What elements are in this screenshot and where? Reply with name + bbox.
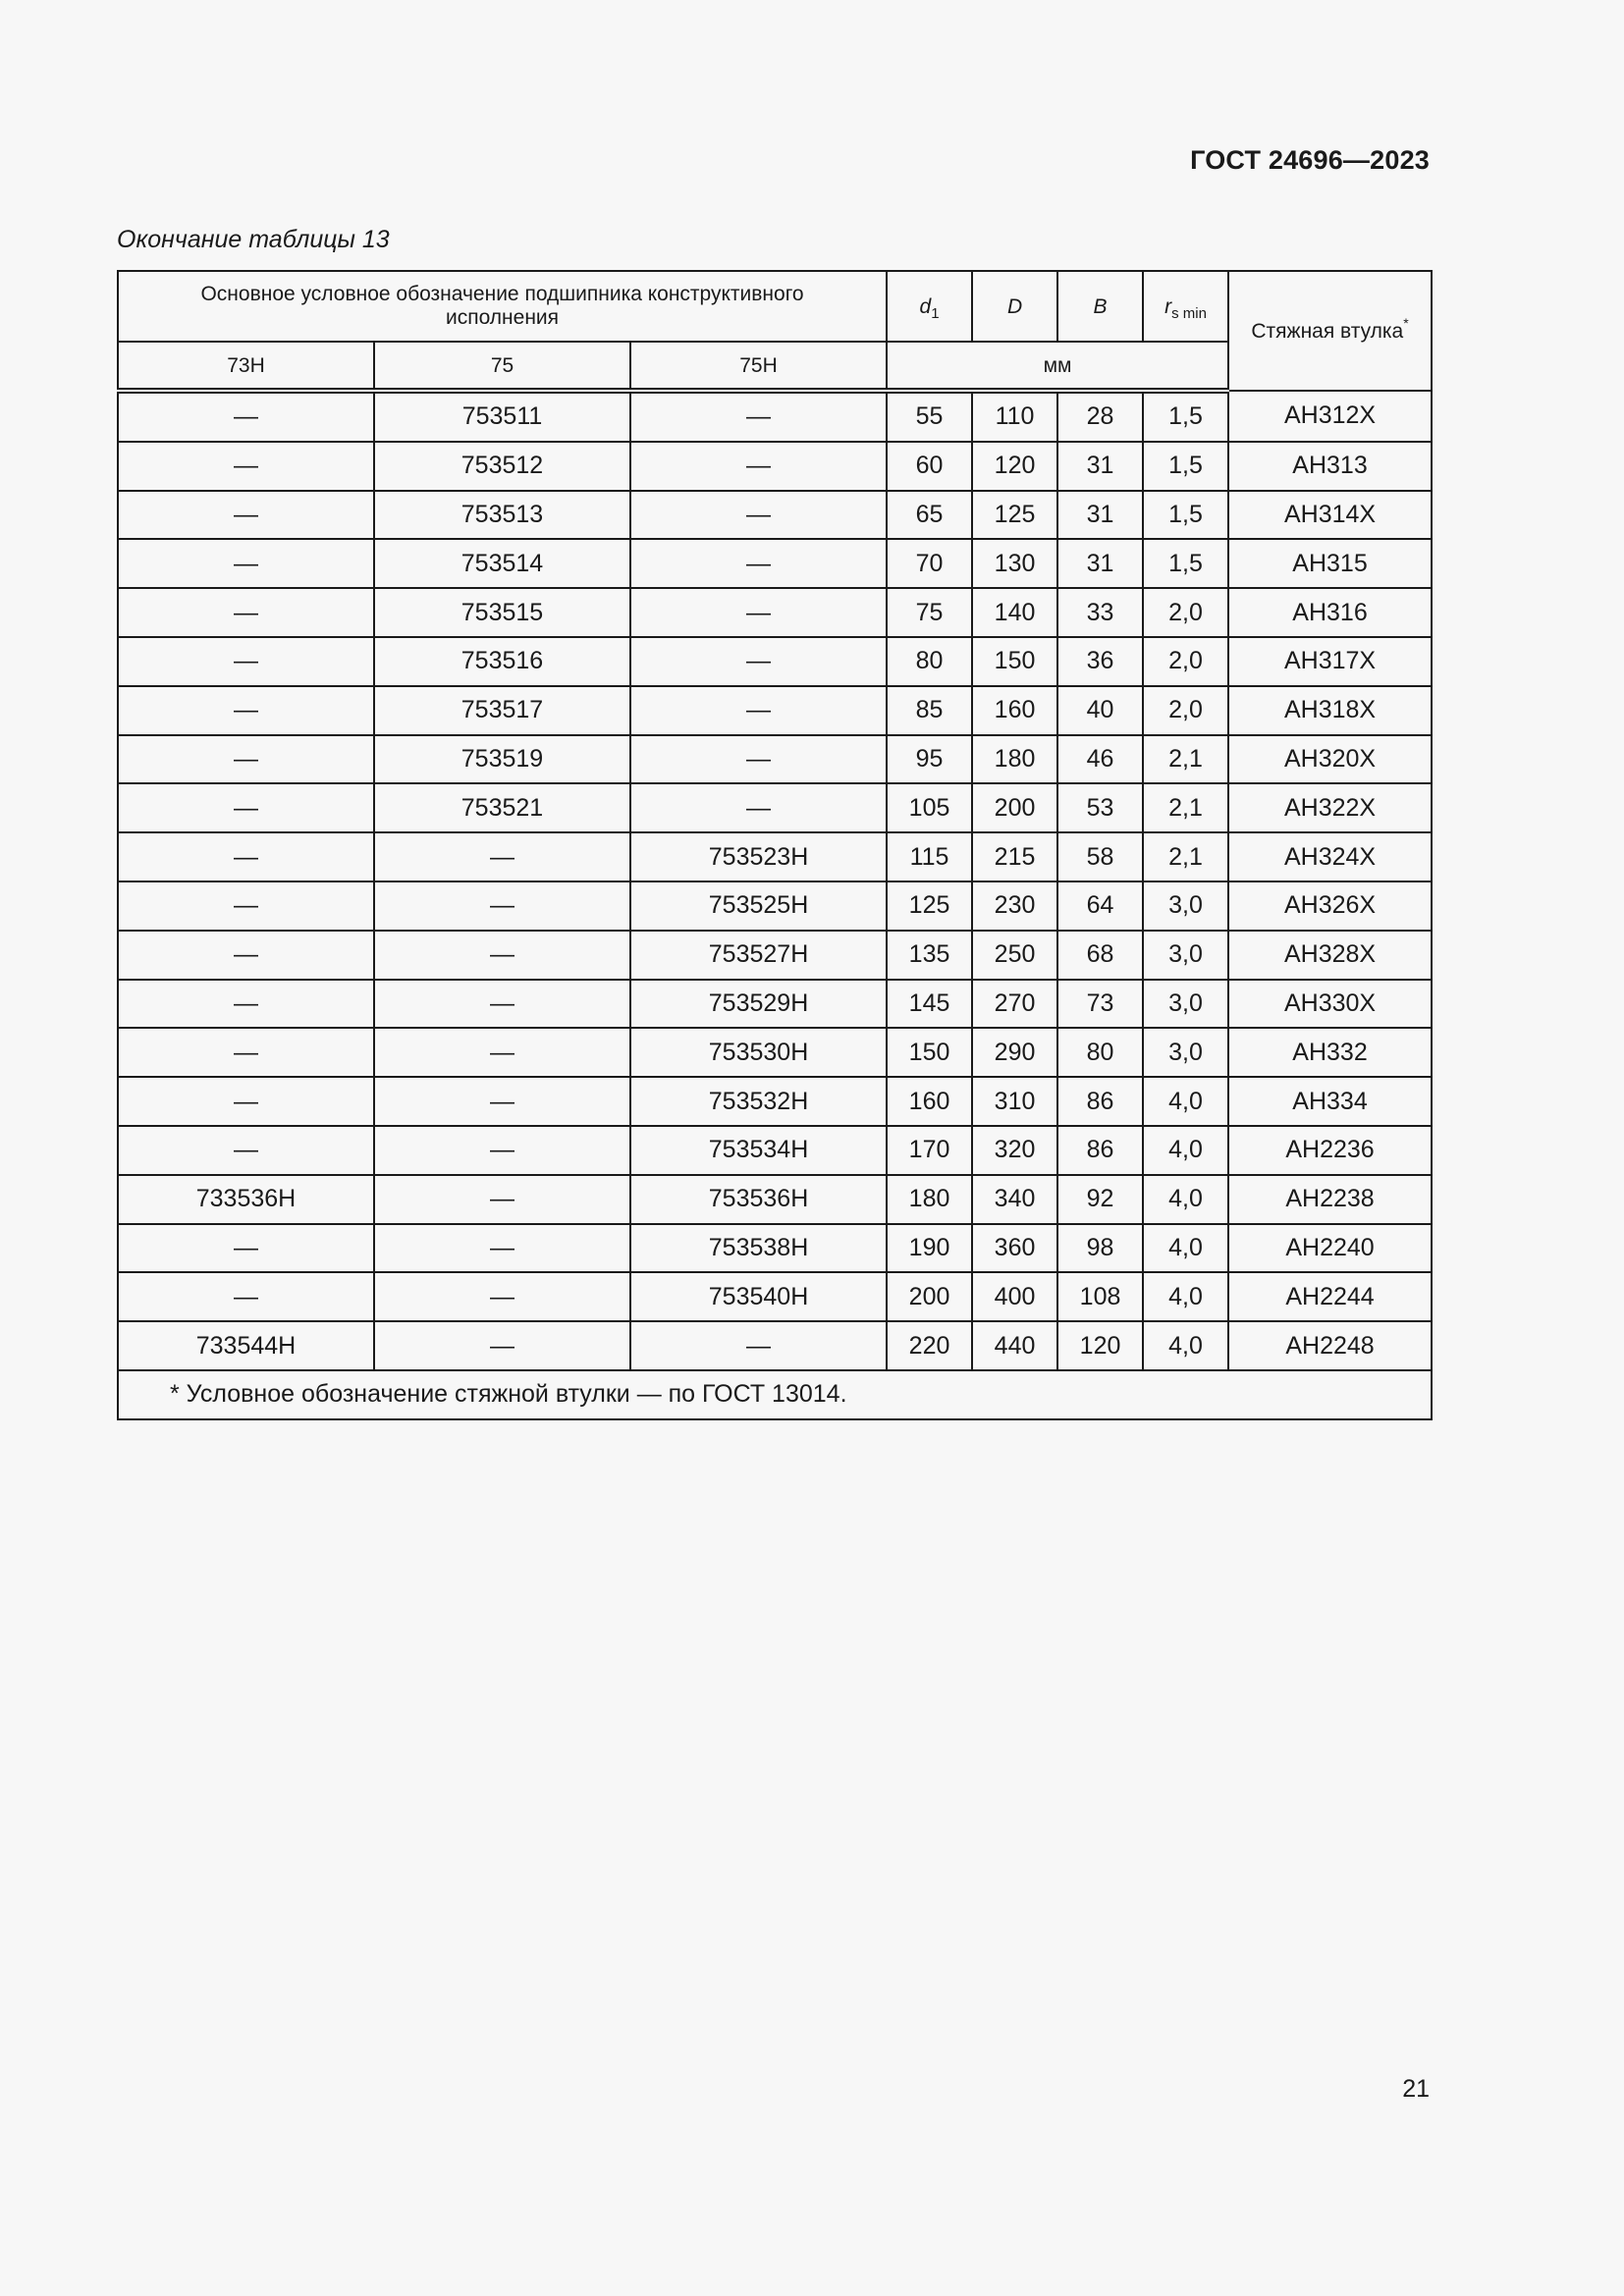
table-cell: 4,0 <box>1143 1077 1228 1126</box>
table-cell: AH328X <box>1228 931 1432 980</box>
table-cell: AH322X <box>1228 783 1432 832</box>
table-body <box>118 271 1432 1419</box>
table-cell: — <box>630 783 887 832</box>
table-cell: AH330X <box>1228 980 1432 1029</box>
table-cell: 3,0 <box>1143 881 1228 931</box>
table-cell: — <box>630 539 887 588</box>
table-footnote: * Условное обозначение стяжной втулки — по ГОСТ 13014. <box>118 1370 1432 1419</box>
table-cell: 753529H <box>630 980 887 1029</box>
table-caption: Окончание таблицы 13 <box>117 226 390 253</box>
table-row <box>118 832 1432 881</box>
table-cell: AH2240 <box>1228 1224 1432 1273</box>
table-row <box>118 1126 1432 1175</box>
d1-header <box>887 271 972 342</box>
table-cell: 753534H <box>630 1126 887 1175</box>
table-cell: 120 <box>972 442 1057 491</box>
table-cell: 4,0 <box>1143 1272 1228 1321</box>
table-cell: AH315 <box>1228 539 1432 588</box>
table-cell: 290 <box>972 1028 1057 1077</box>
table-cell: 4,0 <box>1143 1321 1228 1370</box>
table-cell: 753521 <box>374 783 630 832</box>
table-cell: 4,0 <box>1143 1224 1228 1273</box>
table-cell: 160 <box>887 1077 972 1126</box>
table-cell: AH314X <box>1228 491 1432 540</box>
table-cell: — <box>630 735 887 784</box>
table-cell: 120 <box>1057 1321 1143 1370</box>
table-cell: AH2238 <box>1228 1175 1432 1224</box>
table-cell: 180 <box>972 735 1057 784</box>
width-header <box>1057 271 1143 342</box>
table-cell: 53 <box>1057 783 1143 832</box>
table-cell: — <box>630 588 887 637</box>
table-cell: 2,0 <box>1143 588 1228 637</box>
table-cell: AH2236 <box>1228 1126 1432 1175</box>
table-cell: 733536H <box>118 1175 374 1224</box>
table-cell: 753519 <box>374 735 630 784</box>
table-header-row <box>118 271 1432 342</box>
table-cell: 753527H <box>630 931 887 980</box>
table-cell: 270 <box>972 980 1057 1029</box>
chamfer-header <box>1143 271 1228 342</box>
table-row <box>118 442 1432 491</box>
table-row <box>118 1272 1432 1321</box>
table-cell: AH324X <box>1228 832 1432 881</box>
table-cell: 95 <box>887 735 972 784</box>
table-cell: AH318X <box>1228 686 1432 735</box>
table-cell: — <box>374 1126 630 1175</box>
table-cell: — <box>374 980 630 1029</box>
page-number: 21 <box>1402 2075 1430 2103</box>
table-cell: 31 <box>1057 539 1143 588</box>
subheader-73h: 73H <box>118 342 374 391</box>
chamfer-symbol: r <box>1164 294 1172 318</box>
table-cell: — <box>630 637 887 686</box>
table-cell: — <box>630 686 887 735</box>
table-cell: 46 <box>1057 735 1143 784</box>
table-cell: 36 <box>1057 637 1143 686</box>
table-cell: 2,0 <box>1143 686 1228 735</box>
table-cell: — <box>118 442 374 491</box>
table-cell: — <box>118 1272 374 1321</box>
sleeve-header <box>1228 271 1432 391</box>
table-row <box>118 881 1432 931</box>
table-cell: 86 <box>1057 1126 1143 1175</box>
table-cell: 180 <box>887 1175 972 1224</box>
table-cell: 1,5 <box>1143 539 1228 588</box>
table-cell: 92 <box>1057 1175 1143 1224</box>
table-cell: 145 <box>887 980 972 1029</box>
table-cell: 68 <box>1057 931 1143 980</box>
table-row <box>118 980 1432 1029</box>
table-cell: — <box>118 491 374 540</box>
table-cell: AH317X <box>1228 637 1432 686</box>
table-cell: 4,0 <box>1143 1175 1228 1224</box>
table-cell: 753530H <box>630 1028 887 1077</box>
table-cell: 753538H <box>630 1224 887 1273</box>
outer-diameter-header <box>972 271 1057 342</box>
table-cell: 753525H <box>630 881 887 931</box>
table-cell: 753540H <box>630 1272 887 1321</box>
table-cell: 60 <box>887 442 972 491</box>
table-cell: — <box>118 1224 374 1273</box>
table-cell: 2,0 <box>1143 637 1228 686</box>
table-cell: — <box>374 1224 630 1273</box>
table-cell: — <box>374 1077 630 1126</box>
table-row <box>118 539 1432 588</box>
table-cell: — <box>118 1077 374 1126</box>
table-cell: — <box>374 931 630 980</box>
table-cell: 33 <box>1057 588 1143 637</box>
table-cell: 753523H <box>630 832 887 881</box>
table-cell: — <box>118 637 374 686</box>
table-cell: 1,5 <box>1143 491 1228 540</box>
table-cell: 85 <box>887 686 972 735</box>
table-cell: 320 <box>972 1126 1057 1175</box>
table-cell: 105 <box>887 783 972 832</box>
table-cell: 2,1 <box>1143 735 1228 784</box>
table-cell: 110 <box>972 391 1057 442</box>
sleeve-footnote-mark: * <box>1403 314 1409 331</box>
table-cell: 115 <box>887 832 972 881</box>
table-row <box>118 1175 1432 1224</box>
table-cell: 80 <box>887 637 972 686</box>
table-cell: AH2248 <box>1228 1321 1432 1370</box>
table-row <box>118 588 1432 637</box>
table-cell: 58 <box>1057 832 1143 881</box>
table-cell: — <box>630 1321 887 1370</box>
table-cell: 135 <box>887 931 972 980</box>
unit-header: мм <box>887 342 1228 391</box>
table-cell: 230 <box>972 881 1057 931</box>
table-cell: 250 <box>972 931 1057 980</box>
table-cell: — <box>630 491 887 540</box>
table-cell: 98 <box>1057 1224 1143 1273</box>
table-cell: 3,0 <box>1143 931 1228 980</box>
table-cell: 200 <box>887 1272 972 1321</box>
table-row <box>118 637 1432 686</box>
table-cell: — <box>118 1126 374 1175</box>
table-row <box>118 391 1432 442</box>
table-cell: 125 <box>887 881 972 931</box>
footnote-row <box>118 1370 1432 1419</box>
table-cell: — <box>118 735 374 784</box>
d1-subscript: 1 <box>931 304 940 322</box>
bearing-table <box>117 270 1433 1420</box>
table-cell: 753514 <box>374 539 630 588</box>
designation-group-header: Основное условное обозначение подшипника конструктивного исполнения <box>118 271 887 342</box>
table-cell: — <box>118 391 374 442</box>
table-cell: 753536H <box>630 1175 887 1224</box>
table-cell: 140 <box>972 588 1057 637</box>
table-cell: AH316 <box>1228 588 1432 637</box>
table-cell: 753532H <box>630 1077 887 1126</box>
table-cell: 130 <box>972 539 1057 588</box>
table-cell: 160 <box>972 686 1057 735</box>
table-row <box>118 1321 1432 1370</box>
table-cell: 64 <box>1057 881 1143 931</box>
table-cell: 753516 <box>374 637 630 686</box>
table-cell: 360 <box>972 1224 1057 1273</box>
table-row <box>118 1028 1432 1077</box>
table-cell: 753513 <box>374 491 630 540</box>
table-cell: — <box>630 391 887 442</box>
d1-symbol: d <box>919 294 932 318</box>
table-cell: 31 <box>1057 491 1143 540</box>
table-row <box>118 783 1432 832</box>
table-cell: — <box>374 1321 630 1370</box>
table-cell: AH334 <box>1228 1077 1432 1126</box>
table-cell: 55 <box>887 391 972 442</box>
table-cell: — <box>374 1175 630 1224</box>
table-cell: 190 <box>887 1224 972 1273</box>
table-cell: 4,0 <box>1143 1126 1228 1175</box>
table-cell: 75 <box>887 588 972 637</box>
table-cell: AH2244 <box>1228 1272 1432 1321</box>
table-cell: 220 <box>887 1321 972 1370</box>
table-cell: — <box>374 1272 630 1321</box>
subheader-75h: 75H <box>630 342 887 391</box>
table-row <box>118 1224 1432 1273</box>
table-cell: — <box>118 686 374 735</box>
subheader-75: 75 <box>374 342 630 391</box>
table-cell: 2,1 <box>1143 783 1228 832</box>
table-row <box>118 1077 1432 1126</box>
table-cell: 31 <box>1057 442 1143 491</box>
table-cell: 440 <box>972 1321 1057 1370</box>
table-cell: 3,0 <box>1143 980 1228 1029</box>
document-standard-header: ГОСТ 24696—2023 <box>1190 145 1430 175</box>
table-cell: — <box>630 442 887 491</box>
table-cell: 733544H <box>118 1321 374 1370</box>
table-row <box>118 931 1432 980</box>
table-cell: 2,1 <box>1143 832 1228 881</box>
table-row <box>118 735 1432 784</box>
table-cell: AH332 <box>1228 1028 1432 1077</box>
table-cell: 40 <box>1057 686 1143 735</box>
table-cell: — <box>118 881 374 931</box>
table-cell: — <box>374 1028 630 1077</box>
table-cell: 340 <box>972 1175 1057 1224</box>
table-cell: 1,5 <box>1143 442 1228 491</box>
table-cell: — <box>118 783 374 832</box>
table-row <box>118 491 1432 540</box>
sleeve-header-label: Стяжная втулка <box>1251 319 1404 343</box>
table-cell: 86 <box>1057 1077 1143 1126</box>
table-cell: — <box>118 539 374 588</box>
table-cell: 150 <box>887 1028 972 1077</box>
table-cell: 200 <box>972 783 1057 832</box>
table-cell: 70 <box>887 539 972 588</box>
table-cell: 150 <box>972 637 1057 686</box>
table-cell: 80 <box>1057 1028 1143 1077</box>
table-cell: — <box>374 881 630 931</box>
table-cell: 108 <box>1057 1272 1143 1321</box>
table-cell: — <box>118 832 374 881</box>
table-cell: 65 <box>887 491 972 540</box>
table-cell: 215 <box>972 832 1057 881</box>
table-cell: — <box>118 931 374 980</box>
table-cell: 170 <box>887 1126 972 1175</box>
table-cell: 3,0 <box>1143 1028 1228 1077</box>
table-cell: AH320X <box>1228 735 1432 784</box>
outer-diameter-symbol: D <box>1006 294 1023 318</box>
table-cell: AH326X <box>1228 881 1432 931</box>
width-symbol: B <box>1093 294 1108 318</box>
table-cell: — <box>118 588 374 637</box>
table-cell: — <box>118 1028 374 1077</box>
table-cell: 73 <box>1057 980 1143 1029</box>
table-cell: 1,5 <box>1143 391 1228 442</box>
table-cell: AH312X <box>1228 391 1432 442</box>
table-cell: 753512 <box>374 442 630 491</box>
table-row <box>118 686 1432 735</box>
table-cell: AH313 <box>1228 442 1432 491</box>
table-cell: 753515 <box>374 588 630 637</box>
table-cell: 753517 <box>374 686 630 735</box>
chamfer-subscript: s min <box>1171 304 1207 322</box>
table-cell: — <box>374 832 630 881</box>
table-cell: 28 <box>1057 391 1143 442</box>
table-cell: 310 <box>972 1077 1057 1126</box>
table-cell: — <box>118 980 374 1029</box>
table-cell: 753511 <box>374 391 630 442</box>
table-cell: 125 <box>972 491 1057 540</box>
table-cell: 400 <box>972 1272 1057 1321</box>
